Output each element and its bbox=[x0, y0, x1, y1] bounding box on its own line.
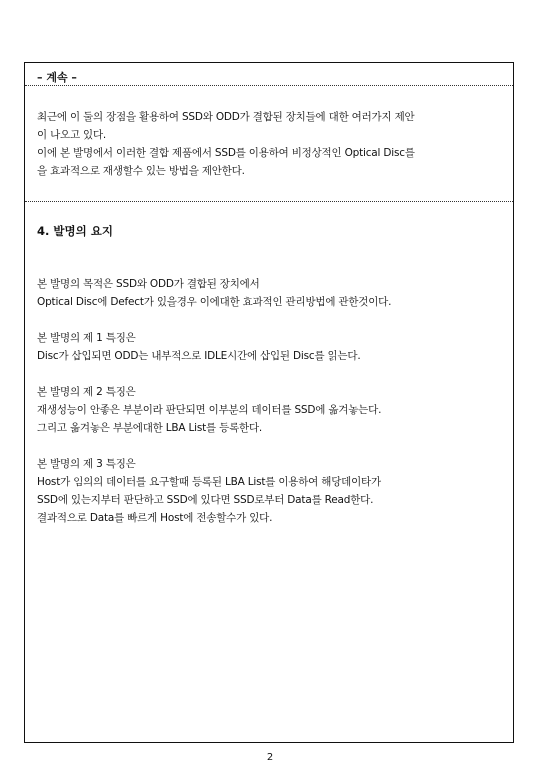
intro-line: 을 효과적으로 재생할수 있는 방법을 제안한다. bbox=[37, 165, 245, 177]
dotted-divider-top bbox=[25, 85, 513, 86]
intro-line: 이에 본 발명에서 이러한 결합 제품에서 SSD를 이용하여 비정상적인 Optical Disc를 bbox=[37, 147, 415, 159]
page-number: 2 bbox=[266, 752, 274, 763]
body-line: 그리고 옮겨놓은 부분에대한 LBA List를 등록한다. bbox=[37, 422, 263, 434]
section-title: 4. 발명의 요지 bbox=[37, 224, 113, 238]
intro-line: 이 나오고 있다. bbox=[37, 129, 107, 141]
body-line: Optical Disc에 Defect가 있을경우 이에대한 효과적인 관리방법에 관한것이다. bbox=[37, 296, 392, 308]
dotted-divider-middle bbox=[25, 201, 513, 202]
intro-line: 최근에 이 둘의 장점을 활용하여 SSD와 ODD가 결합된 장치들에 대한 여러가지 제안 bbox=[37, 111, 415, 123]
intro-paragraph bbox=[37, 108, 507, 180]
summary-body bbox=[37, 275, 507, 527]
page-frame bbox=[24, 62, 514, 743]
body-line: Host가 임의의 데이터를 요구할때 등록된 LBA List를 이용하여 해당데이타가 bbox=[37, 476, 381, 488]
body-line: 재생성능이 안좋은 부분이라 판단되면 이부분의 데이터를 SSD에 옮겨놓는다. bbox=[37, 404, 382, 416]
body-line: 결과적으로 Data를 빠르게 Host에 전송할수가 있다. bbox=[37, 512, 273, 524]
body-line: 본 발명의 목적은 SSD와 ODD가 결합된 장치에서 bbox=[37, 278, 260, 290]
body-line: Disc가 삽입되면 ODD는 내부적으로 IDLE시간에 삽입된 Disc를 읽는다. bbox=[37, 350, 361, 362]
continued-label: – 계속 – bbox=[37, 71, 77, 84]
feature-title: 본 발명의 제 3 특징은 bbox=[37, 458, 136, 470]
feature-title: 본 발명의 제 1 특징은 bbox=[37, 332, 136, 344]
feature-title: 본 발명의 제 2 특징은 bbox=[37, 386, 136, 398]
body-line: SSD에 있는지부터 판단하고 SSD에 있다면 SSD로부터 Data를 Read한다. bbox=[37, 494, 374, 506]
